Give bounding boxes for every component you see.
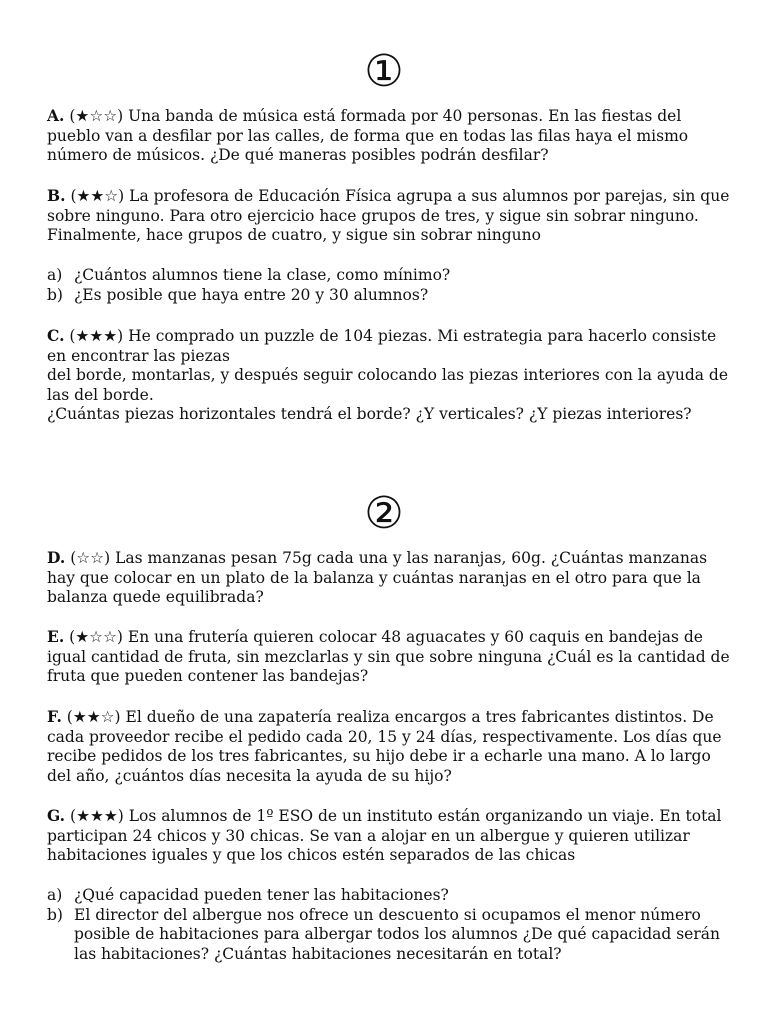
problem-c-line-2: del borde, montarlas, y después seguir colocando las piezas interiores con la ayuda de las del borde. [47, 366, 729, 404]
section-number-2: ② [364, 488, 404, 539]
problem-b-statement: La profesora de Educación Física agrupa a sus alumnos por parejas, sin que sobre ninguno. Para otro ejercicio hace grupos de tres, y sigue sin sobrar ninguno. Finalmente, hace grupos de cuatro, y sigue sin sobrar ninguno [47, 187, 730, 245]
question-item [47, 286, 737, 306]
question-marker: b) [47, 905, 63, 924]
question-marker: a) [47, 886, 63, 904]
problem-b-difficulty: (★★☆) [70, 187, 125, 205]
problem-g-letter: G. [47, 806, 66, 825]
problem-a-statement: Una banda de música está formada por 40 personas. En las fiestas del pueblo van a desfilar por las calles, de forma que en todas las filas haya el mismo número de músicos. ¿De qué maneras posibles podrán desfilar? [47, 107, 689, 165]
question-text: ¿Cuántos alumnos tiene la clase, como mínimo? [74, 266, 451, 284]
problem-g [47, 806, 737, 866]
problem-c-line-3: ¿Cuántas piezas horizontales tendrá el borde? ¿Y verticales? ¿Y piezas interiores? [47, 405, 692, 424]
problem-e-statement: En una frutería quieren colocar 48 aguacates y 60 caquis en bandejas de igual cantidad de fruta, sin mezclarlas y sin que sobre ninguna ¿Cuál es la cantidad de fruta que pueden contener las bandejas? [47, 628, 730, 686]
question-marker: b) [47, 285, 63, 304]
question-item [47, 266, 737, 286]
problem-a-difficulty: (★☆☆) [69, 107, 124, 125]
problem-g-text [47, 806, 737, 866]
problem-b-text [47, 186, 737, 246]
problem-e [47, 627, 737, 687]
problem-d-difficulty: (☆☆) [70, 549, 111, 567]
problem-f [47, 707, 737, 786]
problem-f-text [47, 707, 737, 786]
problem-f-statement: El dueño de una zapatería realiza encargos a tres fabricantes distintos. De cada proveedor recibe el pedido cada 20, 15 y 24 días, respectivamente. Los días que recibe pedidos de los tres fabricantes, su hijo debe ir a echarle una mano. A lo largo del año, ¿cuántos días necesita la ayuda de su hijo? [47, 708, 722, 785]
problem-c-line-1 [47, 326, 737, 366]
problem-b-questions [47, 266, 737, 305]
problem-c-difficulty: (★★★) [69, 327, 124, 345]
problem-e-text [47, 627, 737, 687]
problem-c-letter: C. [47, 326, 65, 345]
problem-d [47, 548, 737, 608]
question-marker: a) [47, 266, 63, 284]
problem-a-letter: A. [47, 106, 65, 125]
question-text: El director del albergue nos ofrece un descuento si ocupamos el menor número posible de habitaciones para albergar todos los alumnos ¿De qué capacidad serán las habitaciones? ¿Cuántas habitaciones necesitarán en total? [74, 905, 720, 963]
problem-e-difficulty: (★☆☆) [69, 628, 123, 646]
section-number-1: ① [364, 46, 404, 97]
problem-g-questions [47, 886, 737, 964]
problem-c [47, 326, 737, 425]
question-item [47, 906, 737, 965]
problem-f-letter: F. [47, 707, 62, 726]
question-text: ¿Qué capacidad pueden tener las habitaciones? [74, 886, 449, 904]
problem-a [47, 106, 737, 166]
problem-b-letter: B. [47, 186, 66, 205]
problem-b [47, 186, 737, 246]
problem-f-difficulty: (★★☆) [66, 708, 121, 726]
problem-c-statement-1: He comprado un puzzle de 104 piezas. Mi estrategia para hacerlo consiste en encontrar las piezas [47, 327, 717, 365]
question-item [47, 886, 737, 906]
problem-d-letter: D. [47, 548, 66, 567]
problem-g-difficulty: (★★★) [70, 807, 124, 825]
problem-d-statement: Las manzanas pesan 75g cada una y las naranjas, 60g. ¿Cuántas manzanas hay que colocar en un plato de la balanza y cuántas naranjas en el otro para que la balanza quede equilibrada? [47, 549, 708, 607]
problem-d-text [47, 548, 737, 608]
problem-a-text [47, 106, 737, 166]
question-text: ¿Es posible que haya entre 20 y 30 alumnos? [74, 285, 429, 304]
problem-g-statement: Los alumnos de 1º ESO de un instituto están organizando un viaje. En total participan 24 chicos y 30 chicas. Se van a alojar en un albergue y quieren utilizar habitaciones iguales y que los chicos estén separados de las chicas [47, 807, 722, 865]
problem-e-letter: E. [47, 627, 65, 646]
